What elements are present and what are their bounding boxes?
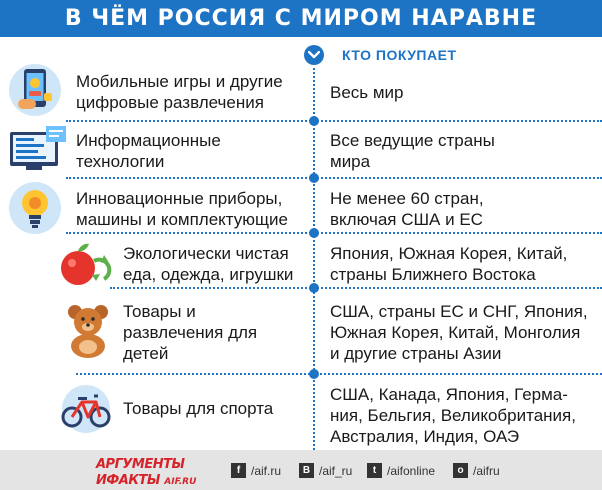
buyers-line: Не менее 60 стран, <box>330 189 484 208</box>
bicycle-icon <box>58 384 114 439</box>
social-handle: /aifru <box>473 463 500 478</box>
page-title: В ЧЁМ РОССИЯ С МИРОМ НАРАВНЕ <box>64 6 538 31</box>
row-separator <box>66 177 602 179</box>
logo-line1: АРГУМЕНТЫ <box>96 457 185 472</box>
category-line: Товары и <box>123 302 196 321</box>
social-vk[interactable] <box>299 463 352 478</box>
computer-code-icon <box>8 124 68 179</box>
category-line: машины и комплектующие <box>76 210 288 229</box>
logo-domain: AIF.RU <box>164 477 197 487</box>
buyers-line: страны Ближнего Востока <box>330 265 536 284</box>
aif-logo <box>96 459 196 489</box>
buyers-line: Южная Корея, Китай, Монголия <box>330 323 581 342</box>
separator-dot <box>309 283 319 293</box>
eco-apple-icon <box>58 239 114 294</box>
column-header <box>304 45 457 65</box>
row-separator <box>66 120 602 122</box>
chevron-down-icon <box>304 45 324 65</box>
category-line: развлечения для <box>123 323 258 342</box>
social-facebook[interactable] <box>231 463 281 478</box>
category-line: Товары для спорта <box>123 399 274 418</box>
buyers-line: включая США и ЕС <box>330 210 483 229</box>
buyers-line: США, Канада, Япония, Герма- <box>330 385 568 404</box>
odnoklassniki-icon: o <box>453 463 468 478</box>
category-line: технологии <box>76 152 165 171</box>
category-line: Информационные <box>76 131 221 150</box>
buyers-line: Япония, Южная Корея, Китай, <box>330 244 568 263</box>
social-handle: /aif.ru <box>251 463 282 478</box>
buyers-line: ния, Бельгия, Великобритания, <box>330 406 576 425</box>
mobile-game-icon <box>8 63 63 123</box>
separator-dot <box>309 228 319 238</box>
lightbulb-icon <box>8 181 63 241</box>
buyers-line: и другие страны Азии <box>330 344 502 363</box>
buyers-line: мира <box>330 152 371 171</box>
separator-dot <box>309 116 319 126</box>
facebook-icon: f <box>231 463 246 478</box>
buyers-line: Австралия, Индия, ОАЭ <box>330 427 520 446</box>
teddy-bear-icon <box>63 302 113 363</box>
header-banner <box>0 0 602 37</box>
twitter-icon: t <box>367 463 382 478</box>
social-twitter[interactable] <box>367 463 435 478</box>
footer <box>0 450 602 490</box>
logo-line2: ИФАКТЫ <box>96 473 160 488</box>
row-separator <box>66 232 602 234</box>
separator-dot <box>309 369 319 379</box>
separator-dot <box>309 173 319 183</box>
row-separator <box>76 373 602 375</box>
social-odnoklassniki[interactable] <box>453 463 500 478</box>
category-line: Мобильные игры и другие <box>76 72 283 91</box>
column-header-label: КТО ПОКУПАЕТ <box>342 47 457 63</box>
vk-icon: B <box>299 463 314 478</box>
category-line: цифровые развлечения <box>76 93 264 112</box>
buyers-line: США, страны ЕС и СНГ, Япония, <box>330 302 588 321</box>
category-line: еда, одежда, игрушки <box>123 265 294 284</box>
category-line: Экологически чистая <box>123 244 289 263</box>
social-handle: /aifonline <box>387 463 436 478</box>
category-line: Инновационные приборы, <box>76 189 283 208</box>
buyers-line: Весь мир <box>330 83 404 102</box>
buyers-line: Все ведущие страны <box>330 131 495 150</box>
category-line: детей <box>123 344 169 363</box>
social-handle: /aif_ru <box>319 463 353 478</box>
row-separator <box>110 287 602 289</box>
